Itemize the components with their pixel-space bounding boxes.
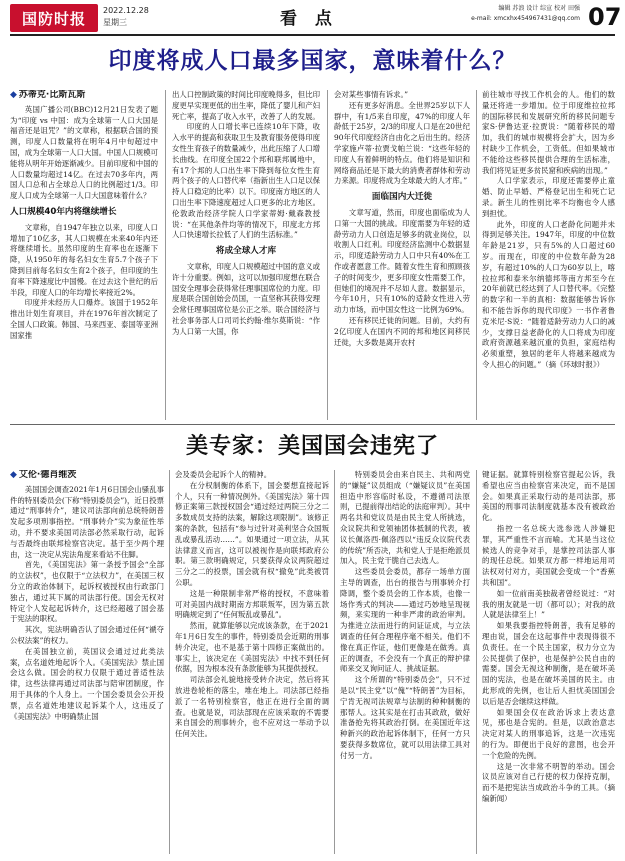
article2-paragraph: 如果国会仅在政治诉求上表达意见，那也是合宪的。但是，以政治意志决定对某人的刑事追诉，这是一次违宪的行为。即便出于良好的意图，也会开一个危险的先例。 xyxy=(482,707,615,760)
article1-paragraph: 前往城市寻找工作机会的人。他们的数量还将进一步增加。位于印度维拉拉邦的国际移民和发展研究所的移民问题专家S·伊鲁达亚·拉贾说：“随着移民的增加，我们的城市规模将会扩大，因为乡村缺少工作机会，工资低。但如果城市不能给这些移民提供合理的生活标准，我们将见证更多贫民窟和疾病的出现。” xyxy=(482,90,615,175)
article-separator xyxy=(10,424,615,425)
article2-column-3 xyxy=(340,470,470,854)
article1-paragraph: 会对某些事情有诉求。” xyxy=(334,90,408,99)
article1-subhead-3: 面临国内大迁徙 xyxy=(371,192,433,203)
article1-column-1 xyxy=(10,90,158,422)
article1-paragraph: 此外，印度的人口老龄化问题并未得到足够关注。1947年，印度的中位数年龄是21岁，只有5%的人口超过60岁。而现在，印度的中位数年龄为28岁，有超过10%的人口为60岁以上，喀拉拉邦和泰米尔纳德邦等南方邦至今在20年前就已经达到了人口替代率。《完整的数字和一半的真相：数据能够告诉你和不能告诉你的现代印度》一书作者鲁克米尼·S说：“随着适龄劳动力人口的减少，支撑日益老龄化的人口将成为印度政府资源越来越沉重的负担，家庭结构必须重塑，独居的老年人将越来越成为令人担心的问题。”（摘《环球时报》） xyxy=(482,219,615,369)
article2-paragraph: 会及委员会起诉个人的精神。 xyxy=(175,470,272,479)
article2-paragraph: 这些委员会委员，都存一场单方面主导的调查，出台的报告与刑事转介打降调，整个委员会的工作本质，也像一场作秀式的判决——通过巧妙地呈现视频，来实现的一种非严肃的政治审判。为推进立法而进行的问证证成，与立法调查的任何合理程序毫不相关。他们不像在真正作证，他们更像是在做秀。真正的调查，不会没有一个真正的辩护律师来交叉询问证人、挑战证据。 xyxy=(340,567,470,674)
article2-column-2 xyxy=(175,470,329,854)
article2-paragraph: 指控一名总统大选参选人涉嫌犯罪，其严重性不言而喻。尤其是当这位候选人的竞争对手，是掌控司法部人事的现任总统。如果双方都一样地运用司法权对付对方，美国就会变成一个“香蕉共和国”。 xyxy=(482,523,615,587)
article1-paragraph: 人口学家表示，印度还需要停止童婚、防止早婚、严格登记出生和死亡记录。新生儿的性别比率不均衡也令人感到担忧。 xyxy=(482,176,615,218)
article2-paragraph: 如果我要指控特朗普，我有足够的理由说，国会在这起事件中表现得很不负责任。在一个民主国家，权力分立为公民提供了保护，也是保护公民自由的需要。国会无视这种制衡，是在破坏美国的宪法，也是在破坏美国的民主。由此形成的先例，也让后人担忧美国国会以后是否会继续这样做。 xyxy=(482,621,615,706)
credits-line-1: 编辑 苏浪 设计 综宣 校对 田强 xyxy=(498,5,580,12)
article2-paragraph: 在美国独立前，英国议会通过过此类法案，点名道姓地起诉个人。《美国宪法》禁止国会这么做。国会的权力仅限于通过普适性法律，这些法律再通过司法部与陪审团制度，作用于具体的个人身上。一个国会委员会公开投票，点名道姓地建议起诉某个人，这违反了《美国宪法》中明确禁止国 xyxy=(10,646,164,721)
column-divider xyxy=(327,90,328,420)
article2-paragraph: 其次，宪法明确否认了国会通过任何“褫夺公权法案”的权力。 xyxy=(10,625,164,645)
issue-weekday: 星期三 xyxy=(103,18,127,27)
article1-paragraph: 文章写道，然而，印度也面临成为人口第一大国的挑战。印度需要为年轻的适龄劳动力人口创造足够多的就业岗位，以收割人口红利。印度经济监测中心数据显示，印度适龄劳动力人口中只有40%在工作或者愿意工作。随着女性生育和照顾孩子的时间变少，更多印度女性需要工作，但她们的境况并不尽如人意。数据显示，今年10月，只有10%的适龄女性进入劳动力市场，而中国女性这一比例为69%。 xyxy=(334,207,470,315)
column-divider xyxy=(476,90,477,420)
article1-paragraph: 文章称，印度人口规模超过中国的意义或许十分重要。例如，这可以加强印度想在联合国安全理事会获得常任理事国席位的力度。印度是联合国创始会员国，一直坚称其获得安理会常任理事国席位是公正之举。联合国经济与社会事务部人口司司长约翰·维尔莫斯说：“作为人口第一大国，你 xyxy=(172,261,320,336)
issue-date-block xyxy=(103,5,149,29)
article2-paragraph: 特别委员会由来自民主、共和两党的“嫌疑”议员组成（“嫌疑议员”在美国担造中形容临时私设，不遵循司法原则，已提前得出结论的法庭审判）。其中两名共和党议员是由民主党人所挑选，众议院共和党领袖团体抵制的代表，被议长佩洛西·佩洛西以“违反众议院代表的传统”所否决，共和党人于是拒绝派员加入，民主党干脆自己去选人。 xyxy=(340,470,470,566)
column-divider xyxy=(476,470,477,854)
article1-subhead-2: 将成全球人才库 xyxy=(215,246,277,257)
newspaper-logo: 国防时报 xyxy=(10,4,98,32)
issue-date: 2022.12.28 xyxy=(103,6,149,15)
editor-credits xyxy=(420,4,580,24)
masthead-rule xyxy=(10,34,615,36)
section-title: 看 点 xyxy=(280,9,338,29)
article2-author: 艾伦·德肖维茨 xyxy=(18,470,77,480)
article1-paragraph: 印度并未经历人口爆炸。该国于1952年推出计划生育项目，并在1976年首次制定了全国人口政策。韩国、马来西亚、泰国等亚洲国家推 xyxy=(10,298,158,340)
page-number: 07 xyxy=(588,3,622,31)
article2-paragraph: 如一位前南美独裁者曾经说过：“对我的朋友就是一切（都可以）；对我的敌人就是法律至上！” xyxy=(482,588,615,620)
article1-paragraph: 印度的人口增长率已连续10年下降，收入水平的提高和获取卫生及教育服务使得印度女性生育孩子的数量减少，出此压缩了人口增长曲线。在印度全国22个邦和联邦属地中，有17个邦的人口出生率下降到每位女性生育两个孩子的人口替代率（指新出生人口足以保持人口稳定的比率）以下。印度南方地区的人口出生率下降速度超过人口更多的北方地区。伦敦政治经济学院人口学家蒂姆·戴森教授说：“在其他条件均等的情况下，印度北方邦人口快速增长拉低了人们的生活标准。” xyxy=(172,122,320,240)
article1-column-4 xyxy=(482,90,615,422)
article2-paragraph: 首先，《美国宪法》第一条授予国会“全部的立法权”，也仅限于“立法权力”，在美国三权分立的政治体制下，起诉权被授权由行政部门独占，通过其下属的司法部行使。国会无权对特定个人发起起诉转介，这已经超越了国会基于宪法的职权。 xyxy=(10,560,164,624)
article2-paragraph: 司法部会礼貌地接受转介决定，然后将其放进卷轮柜的落尘，堆在地上。司法部已经指派了一名特别检察官，他正在进行全面的调查。也就是说，司法部现在应该采取的不需要来自国会的刑事转介，也不应对这一举动予以任何关注。 xyxy=(175,675,329,739)
article2-headline: 美专家：美国国会违宪了 xyxy=(185,434,439,459)
article2-paragraph: 键证据。就算特别检察官提起公诉，我希望也应当由检察官来决定，而不是国会。如果真正采取行动的是司法部，那美国的刑事司法制度就基本没有被政治化。 xyxy=(482,470,615,523)
article2-paragraph: 然而，就算能够以完成该条款，在于2021年1月6日发生的事件，特别委员会近期的刑事转介决定，也不是基于第十四修正案做出的。事实上，该决定在《美国宪法》中找不到任何依据，因为根本没有条款能够为其提供授权。 xyxy=(175,621,329,674)
article1-paragraph: 文章称，自1947年独立以来，印度人口增加了10亿多，其人口规模在未来40年内还将继续增长。虽然印度的生育率也在逐渐下降，从1950年的每名妇女生育5.7个孩子下降到目前每名妇女生育2个孩子，但印度的生育率下降速度比中国慢。在过去这个世纪的后半段，印度人口的年均增长率接近2%。 xyxy=(10,222,158,297)
article1-byline xyxy=(10,90,158,101)
article1-paragraph: 出人口控制政策的时间比印度晚得多，但比印度更早实现更低的出生率，降低了婴儿和产妇死亡率，提高了收入水平，改善了人的发展。 xyxy=(172,90,320,121)
article2-column-4 xyxy=(482,470,615,854)
column-divider xyxy=(165,90,166,420)
column-divider xyxy=(169,470,170,854)
article1-paragraph: 还有更多好消息。全世界25岁以下人群中，有1/5来自印度，47%的印度人年龄低于25岁，2/3的印度人口是在20世纪90年代印度经济自由化之后出生的。经济学家施卢蒂·拉贾戈帕兰说：“这些年轻的印度人有着鲜明的特点。他们将是知识和网络商品还是下最大的消费者群体和劳动力来源。印度将成为全球最大的人才库。” xyxy=(334,100,470,186)
article1-paragraph: 还有移民迁徙的问题。目前，大约有2亿印度人在国内不同的邦和地区间移民迁徙，大多数是离开农村 xyxy=(334,315,470,347)
article2-paragraph: 这是一种限制非常严格的授权，不意味着可对美国内战时期南方邦联叛军，因为第五款明确规定到了“任何叛乱或暴乱”。 xyxy=(175,588,329,620)
byline-diamond-icon: ◆ xyxy=(10,470,17,480)
article2-byline xyxy=(10,470,164,481)
masthead xyxy=(0,0,625,36)
article2-paragraph: 这是一次非常不明智的举动。国会议员应该对自己行使的权力保持克制，而不是把宪法当成政治斗争的工具。（摘编新闻） xyxy=(482,761,615,803)
credits-line-2: e-mail: xmcxhx454967431@qq.com xyxy=(471,15,580,22)
article2-column-1 xyxy=(10,470,164,854)
article1-author: 苏蒂克·比斯瓦斯 xyxy=(18,90,86,100)
byline-diamond-icon: ◆ xyxy=(10,90,17,100)
article1-headline: 印度将成人口最多国家，意味着什么？ xyxy=(108,48,517,74)
article2-paragraph: 美国国会调查2021年1月6日国会山骚乱事件的特别委员会(下称“特别委员会”)，近日投票通过“刑事转介”，建议司法部向前总统特朗普发起多项刑事指控。“刑事转介”实为象征性举动，并不要求美国司法部必然采取行动，起诉与否最终由联邦检察官决定。基于至少两个理由，这一决定从宪法角度来看站不住脚。 xyxy=(10,484,164,559)
article1-paragraph: 英国广播公司(BBC)12月21日发表了题为“印度 vs 中国：成为全球第一人口大国是福音还是诅咒？”的文章称，根据联合国的预测，印度人口数量将在明年4月中旬超过中国，成为全球第一人口大国。中国人口规模可能将从明年开始逐渐减少。目前印度和中国的人口数量均超过14亿。在过去70多年内，两国人口总和占全球总人口的比例超过1/3。印度人口成为全球第一人口大国意味着什么？ xyxy=(10,104,158,201)
article2-paragraph: 在分权制衡的体系下，国会要想直接起诉个人，只有一种情况例外。《美国宪法》第十四修正案第三款授权国会“通过经过两院三分之二多数成员支持的法案，解除这项限制”。该修正案的条款，包括有“参与过针对美利坚合众国叛乱或暴乱活动……”。如果通过一项立法，从其法律意义而言，这可以被视作是向联邦政府公职。第三款明确规定，只要获得众议两院超过三分之二的投票，国会就有权“撤免”此类被罚公职。 xyxy=(175,480,329,587)
article1-column-3 xyxy=(334,90,470,422)
article1-column-2 xyxy=(172,90,320,422)
column-divider xyxy=(334,470,335,854)
article1-subhead-1: 人口规模40年内将继续增长 xyxy=(10,206,117,217)
article2-paragraph: 这个所谓的“特别委员会”，只不过是以“民主党”以“傀”“特朗普”为目标，宁肯无视司法规章与法制的种种制衡的那帮人。这其实是在打击其政敌，做好准备抢先将其政治打倒。在美国近年这种新兴的政治起诉体制下，任何一方只要获得多数席位，就可以用法律工具对付另一方。 xyxy=(340,675,470,760)
